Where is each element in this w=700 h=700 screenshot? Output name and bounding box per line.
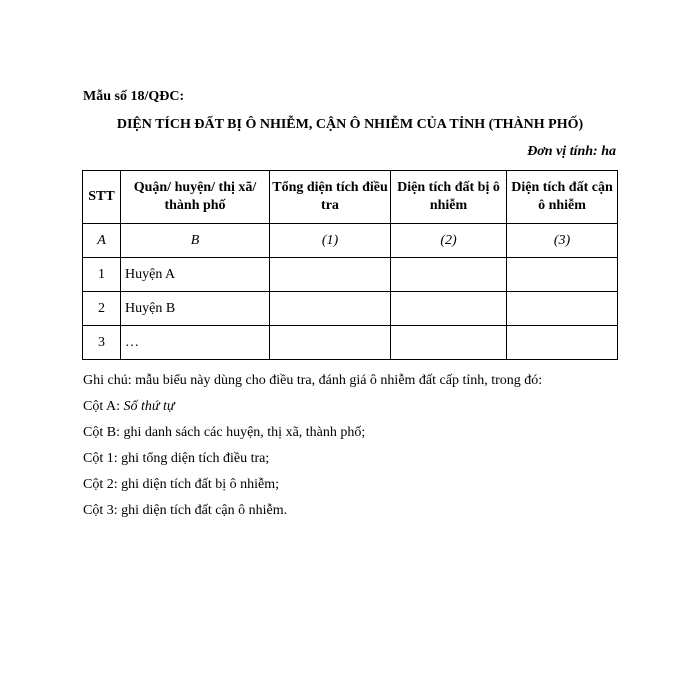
code-3: (3) xyxy=(507,224,618,258)
note-col-b: Cột B: ghi danh sách các huyện, thị xã, thành phố; xyxy=(83,425,366,440)
code-1: (1) xyxy=(270,224,391,258)
page-title: DIỆN TÍCH ĐẤT BỊ Ô NHIỄM, CẬN Ô NHIỄM CỦA TỈNH (THÀNH PHỐ) xyxy=(116,117,584,132)
code-a: A xyxy=(83,224,121,258)
table-row xyxy=(83,258,618,292)
row-district: Huyện A xyxy=(121,258,270,292)
notes-intro: Ghi chú: mẫu biểu này dùng cho điều tra, đánh giá ô nhiễm đất cấp tỉnh, trong đó: xyxy=(83,373,543,388)
note-col-3: Cột 3: ghi diện tích đất cận ô nhiễm. xyxy=(83,503,288,518)
header-stt: STT xyxy=(83,171,121,224)
notes-section xyxy=(83,368,542,524)
header-near-polluted-area: Diện tích đất cận ô nhiễm xyxy=(507,171,618,224)
row-stt: 1 xyxy=(83,258,121,292)
code-2: (2) xyxy=(391,224,507,258)
unit-label: Đơn vị tính: ha xyxy=(527,144,616,159)
row-polluted xyxy=(391,292,507,326)
column-code-row xyxy=(83,224,618,258)
row-total xyxy=(270,326,391,360)
row-total xyxy=(270,292,391,326)
note-col-a xyxy=(83,394,542,420)
header-district: Quận/ huyện/ thị xã/ thành phố xyxy=(121,171,270,224)
row-district: Huyện B xyxy=(121,292,270,326)
row-near xyxy=(507,326,618,360)
note-col-1: Cột 1: ghi tổng diện tích điều tra; xyxy=(83,451,270,466)
row-polluted xyxy=(391,326,507,360)
row-stt: 2 xyxy=(83,292,121,326)
header-total-area: Tổng diện tích điều tra xyxy=(270,171,391,224)
report-table xyxy=(82,170,618,360)
note-col-a-text: Số thứ tự xyxy=(123,399,175,414)
row-near xyxy=(507,258,618,292)
row-district: … xyxy=(121,326,270,360)
row-near xyxy=(507,292,618,326)
note-col-2: Cột 2: ghi diện tích đất bị ô nhiễm; xyxy=(83,477,279,492)
table-row xyxy=(83,326,618,360)
code-b: B xyxy=(121,224,270,258)
row-total xyxy=(270,258,391,292)
header-polluted-area: Diện tích đất bị ô nhiễm xyxy=(391,171,507,224)
form-code: Mẫu số 18/QĐC: xyxy=(83,89,185,104)
table-row xyxy=(83,292,618,326)
row-stt: 3 xyxy=(83,326,121,360)
note-col-a-label: Cột A: xyxy=(83,399,124,414)
row-polluted xyxy=(391,258,507,292)
table-header-row xyxy=(83,171,618,224)
